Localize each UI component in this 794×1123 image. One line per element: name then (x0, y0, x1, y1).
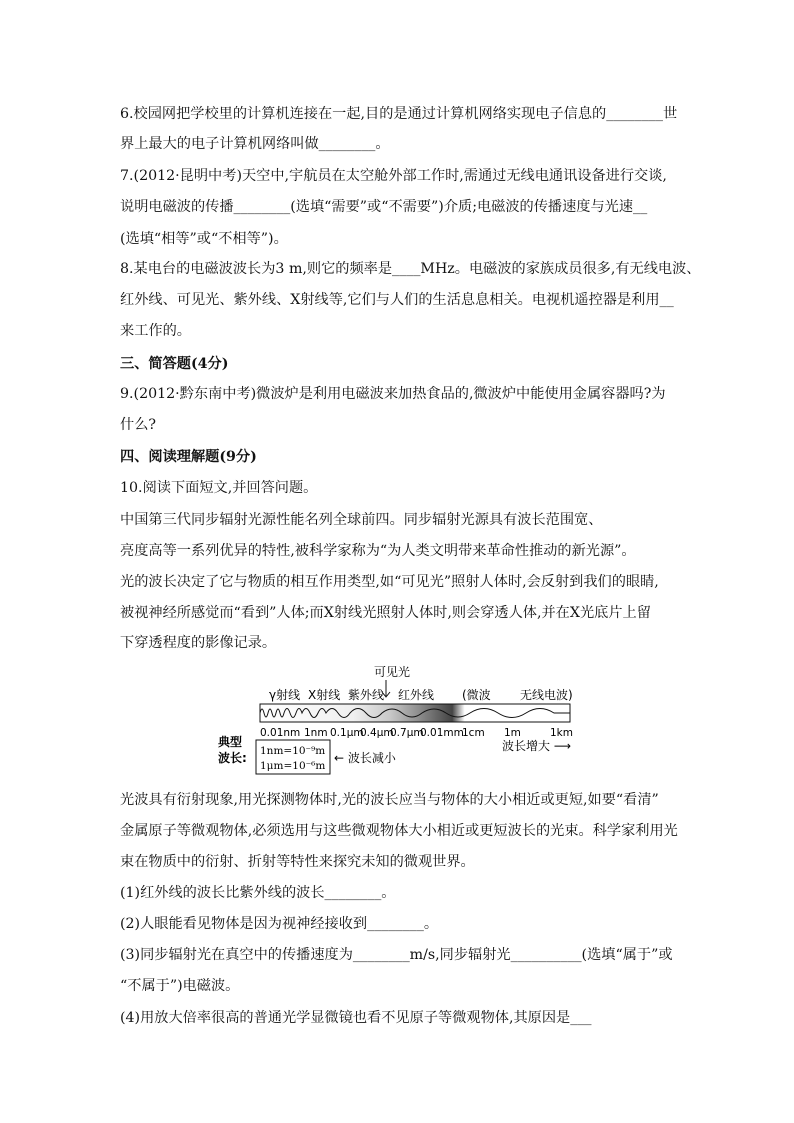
passage-line-6: 光波具有衍射现象,用光探测物体时,光的波长应当与物体的大小相近或更短,如要“看清” (120, 792, 659, 808)
tick-label: 0.01mm (420, 727, 464, 739)
label-uv: 紫外线 (348, 688, 385, 702)
label-xray: X射线 (308, 688, 341, 702)
label-radio: 无线电波) (520, 688, 573, 702)
visible-light-label: 可见光 (374, 665, 411, 679)
tick-label: 0.4μm (360, 727, 394, 739)
subq-4: (4)用放大倍率很高的普通光学显微镜也看不见原子等微观物体,其原因是___ (120, 1010, 592, 1026)
tick-label: 0.7μm (390, 727, 424, 739)
wavelength-decrease-label: ← 波长减小 (334, 751, 396, 765)
unit-nm: 1nm=10⁻⁹m (260, 745, 326, 757)
q8-line-1: 8.某电台的电磁波波长为3 m,则它的频率是____MHz。电磁波的家族成员很多,有无线电波、 (120, 261, 701, 277)
passage-line-2: 亮度高等一系列优异的特性,被科学家称为“为人类文明带来革命性推动的新光源”。 (120, 543, 636, 559)
q6-line-1: 6.校园网把学校里的计算机连接在一起,目的是通过计算机网络实现电子信息的________世 (120, 106, 678, 122)
passage-line-4: 被视神经所感觉而“看到”人体;而X射线光照射人体时,则会穿透人体,并在X光底片上留 (120, 605, 651, 621)
typical-label-2: 波长: (218, 751, 247, 765)
q8-line-2: 红外线、可见光、紫外线、X射线等,它们与人们的生活息息相关。电视机遥控器是利用__ (120, 292, 674, 308)
passage-line-5: 下穿透程度的影像记录。 (120, 635, 277, 651)
q8-line-3: 来工作的。 (120, 323, 191, 339)
tick-label: 0.01nm (260, 727, 301, 739)
section-heading-4: 四、阅读理解题(9分) (120, 449, 257, 465)
q7-line-1: 7.(2012·昆明中考)天空中,宇航员在太空舱外部工作时,需通过无线电通讯设备进行交谈, (120, 168, 667, 184)
spectrum-band (260, 704, 570, 722)
q7-line-3: (选填“相等”或“不相等”)。 (120, 231, 288, 247)
label-ir: 红外线 (398, 688, 435, 702)
unit-um: 1μm=10⁻⁶m (260, 760, 326, 772)
label-gamma: γ射线 (269, 688, 301, 702)
passage-line-1: 中国第三代同步辐射光源性能名列全球前四。同步辐射光源具有波长范围宽、 (120, 512, 603, 528)
wavelength-increase-label: 波长增大 ⟶ (502, 739, 572, 753)
q7-line-2: 说明电磁波的传播________(选填“需要”或“不需要”)介质;电磁波的传播速度与光速__ (120, 199, 648, 215)
q6-line-2: 界上最大的电子计算机网络叫做________。 (120, 136, 390, 152)
subq-2: (2)人眼能看见物体是因为视神经接收到________。 (120, 916, 439, 932)
passage-line-3: 光的波长决定了它与物质的相互作用类型,如“可见光”照射人体时,会反射到我们的眼睛, (120, 574, 659, 590)
subq-3-line-2: “不属于”)电磁波。 (120, 978, 240, 994)
spectrum-figure (214, 660, 594, 778)
tick-label: 1cm (462, 727, 485, 739)
passage-line-7: 金属原子等微观物体,必须选用与这些微观物体大小相近或更短波长的光束。科学家利用光 (120, 823, 678, 839)
q9-line-2: 什么? (120, 417, 156, 433)
subq-1: (1)红外线的波长比紫外线的波长________。 (120, 885, 396, 901)
q10-intro: 10.阅读下面短文,并回答问题。 (120, 480, 318, 496)
typical-label-1: 典型 (218, 735, 243, 749)
tick-label: 0.1μm (330, 727, 364, 739)
tick-label: 1nm (304, 727, 328, 739)
section-heading-3: 三、简答题(4分) (120, 356, 229, 372)
passage-line-8: 束在物质中的衍射、折射等特性来探究未知的微观世界。 (120, 854, 475, 870)
subq-3-line-1: (3)同步辐射光在真空中的传播速度为________m/s,同步辐射光__________(选填“属于”或 (120, 947, 673, 963)
tick-label: 1m (504, 727, 521, 739)
label-microwave: (微波 (462, 688, 491, 702)
tick-label: 1km (550, 727, 573, 739)
q9-line-1: 9.(2012·黔东南中考)微波炉是利用电磁波来加热食品的,微波炉中能使用金属容器吗?为 (120, 386, 666, 402)
